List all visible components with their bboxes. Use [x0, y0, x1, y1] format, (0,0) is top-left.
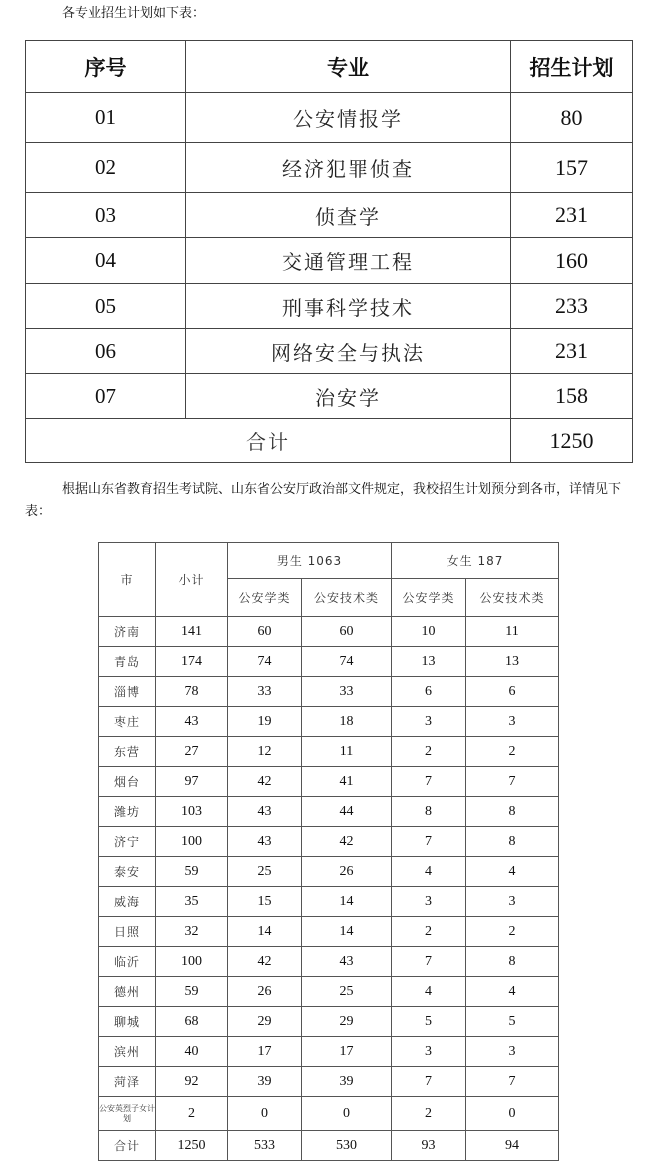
city-name: 滨州 [99, 1037, 156, 1067]
female-police-science: 4 [392, 977, 466, 1007]
male-police-science: 15 [228, 887, 302, 917]
male-police-science: 533 [228, 1131, 302, 1161]
total-label: 合计 [26, 419, 511, 463]
city-name: 青岛 [99, 647, 156, 677]
major-serial: 03 [26, 193, 186, 238]
female-police-science: 6 [392, 677, 466, 707]
female-police-tech: 5 [466, 1007, 559, 1037]
city-row [99, 947, 559, 977]
header-female-police-tech: 公安技术类 [466, 579, 559, 617]
male-police-tech: 18 [302, 707, 392, 737]
city-subtotal: 78 [156, 677, 228, 707]
city-row [99, 1037, 559, 1067]
male-police-science: 14 [228, 917, 302, 947]
city-row [99, 1067, 559, 1097]
city-name: 枣庄 [99, 707, 156, 737]
male-police-science: 12 [228, 737, 302, 767]
male-police-tech: 14 [302, 917, 392, 947]
city-subtotal: 59 [156, 977, 228, 1007]
major-name: 治安学 [186, 374, 511, 419]
city-subtotal: 59 [156, 857, 228, 887]
city-total-row [99, 1131, 559, 1161]
city-subtotal: 32 [156, 917, 228, 947]
male-police-tech: 33 [302, 677, 392, 707]
city-subtotal: 43 [156, 707, 228, 737]
female-police-science: 3 [392, 707, 466, 737]
female-police-science: 4 [392, 857, 466, 887]
male-police-tech: 29 [302, 1007, 392, 1037]
male-police-tech: 14 [302, 887, 392, 917]
male-police-tech: 11 [302, 737, 392, 767]
city-name: 合计 [99, 1131, 156, 1161]
male-police-tech: 44 [302, 797, 392, 827]
female-police-tech: 0 [466, 1097, 559, 1131]
female-police-tech: 8 [466, 827, 559, 857]
city-row [99, 1097, 559, 1131]
major-plan-count: 160 [511, 238, 633, 284]
major-plan-count: 157 [511, 143, 633, 193]
header-serial: 序号 [26, 41, 186, 93]
female-police-science: 8 [392, 797, 466, 827]
city-row [99, 827, 559, 857]
male-police-tech: 17 [302, 1037, 392, 1067]
city-name: 烟台 [99, 767, 156, 797]
major-name: 网络安全与执法 [186, 329, 511, 374]
city-row [99, 767, 559, 797]
major-name: 经济犯罪侦查 [186, 143, 511, 193]
female-police-science: 10 [392, 617, 466, 647]
major-serial: 02 [26, 143, 186, 193]
city-subtotal: 40 [156, 1037, 228, 1067]
major-name: 公安情报学 [186, 93, 511, 143]
male-police-tech: 25 [302, 977, 392, 1007]
city-name: 泰安 [99, 857, 156, 887]
male-police-science: 25 [228, 857, 302, 887]
major-name: 交通管理工程 [186, 238, 511, 284]
male-police-science: 74 [228, 647, 302, 677]
city-name: 淄博 [99, 677, 156, 707]
male-police-science: 42 [228, 767, 302, 797]
female-police-tech: 7 [466, 1067, 559, 1097]
female-police-tech: 4 [466, 857, 559, 887]
female-police-science: 2 [392, 737, 466, 767]
male-police-science: 39 [228, 1067, 302, 1097]
city-name: 临沂 [99, 947, 156, 977]
header-male-police-tech: 公安技术类 [302, 579, 392, 617]
city-row [99, 677, 559, 707]
city-name: 菏泽 [99, 1067, 156, 1097]
city-subtotal: 97 [156, 767, 228, 797]
city-subtotal: 2 [156, 1097, 228, 1131]
female-police-science: 2 [392, 917, 466, 947]
male-police-tech: 0 [302, 1097, 392, 1131]
city-subtotal: 100 [156, 827, 228, 857]
female-police-tech: 8 [466, 947, 559, 977]
major-row [26, 238, 633, 284]
city-row [99, 797, 559, 827]
male-police-tech: 74 [302, 647, 392, 677]
city-subtotal: 141 [156, 617, 228, 647]
male-police-science: 60 [228, 617, 302, 647]
city-row [99, 617, 559, 647]
city-name: 潍坊 [99, 797, 156, 827]
city-row [99, 737, 559, 767]
header-male-police-science: 公安学类 [228, 579, 302, 617]
intro-text-majors: 各专业招生计划如下表： [62, 6, 206, 21]
city-name: 东营 [99, 737, 156, 767]
total-value: 1250 [511, 419, 633, 463]
male-police-science: 43 [228, 827, 302, 857]
city-name: 日照 [99, 917, 156, 947]
major-row [26, 143, 633, 193]
female-police-science: 7 [392, 767, 466, 797]
female-police-tech: 11 [466, 617, 559, 647]
major-plan-header-row [26, 41, 633, 93]
male-police-tech: 530 [302, 1131, 392, 1161]
city-name: 威海 [99, 887, 156, 917]
major-row [26, 193, 633, 238]
header-city: 市 [99, 543, 156, 617]
city-subtotal: 100 [156, 947, 228, 977]
female-police-science: 13 [392, 647, 466, 677]
male-police-tech: 60 [302, 617, 392, 647]
city-subtotal: 174 [156, 647, 228, 677]
major-plan-count: 231 [511, 329, 633, 374]
female-police-science: 5 [392, 1007, 466, 1037]
major-serial: 07 [26, 374, 186, 419]
header-female-police-science: 公安学类 [392, 579, 466, 617]
city-row [99, 707, 559, 737]
female-police-tech: 8 [466, 797, 559, 827]
male-police-tech: 41 [302, 767, 392, 797]
female-police-science: 3 [392, 887, 466, 917]
city-name: 济南 [99, 617, 156, 647]
header-plan: 招生计划 [511, 41, 633, 93]
city-subtotal: 103 [156, 797, 228, 827]
city-subtotal: 92 [156, 1067, 228, 1097]
male-police-science: 19 [228, 707, 302, 737]
city-row [99, 1007, 559, 1037]
city-subtotal: 1250 [156, 1131, 228, 1161]
male-police-science: 33 [228, 677, 302, 707]
male-police-tech: 39 [302, 1067, 392, 1097]
city-header-row-1 [99, 543, 559, 579]
city-row [99, 647, 559, 677]
header-male: 男生 1063 [228, 543, 392, 579]
major-name: 刑事科学技术 [186, 284, 511, 329]
city-subtotal: 27 [156, 737, 228, 767]
male-police-tech: 43 [302, 947, 392, 977]
male-police-science: 42 [228, 947, 302, 977]
city-row [99, 857, 559, 887]
male-police-science: 17 [228, 1037, 302, 1067]
female-police-science: 2 [392, 1097, 466, 1131]
male-police-science: 26 [228, 977, 302, 1007]
city-row [99, 977, 559, 1007]
female-police-tech: 6 [466, 677, 559, 707]
female-police-tech: 94 [466, 1131, 559, 1161]
major-plan-table [25, 40, 633, 463]
female-police-science: 7 [392, 827, 466, 857]
major-serial: 05 [26, 284, 186, 329]
header-female: 女生 187 [392, 543, 559, 579]
city-row [99, 917, 559, 947]
female-police-tech: 7 [466, 767, 559, 797]
city-name: 德州 [99, 977, 156, 1007]
major-serial: 01 [26, 93, 186, 143]
major-name: 侦查学 [186, 193, 511, 238]
major-row [26, 284, 633, 329]
male-police-science: 29 [228, 1007, 302, 1037]
female-police-science: 3 [392, 1037, 466, 1067]
male-police-science: 0 [228, 1097, 302, 1131]
female-police-tech: 3 [466, 1037, 559, 1067]
city-allocation-table [98, 542, 559, 1161]
intro-text-cities: 根据山东省教育招生考试院、山东省公安厅政治部文件规定，我校招生计划预分到各市，详情见下表： [25, 482, 622, 519]
female-police-tech: 3 [466, 887, 559, 917]
major-plan-count: 158 [511, 374, 633, 419]
female-police-science: 93 [392, 1131, 466, 1161]
female-police-tech: 2 [466, 917, 559, 947]
major-serial: 06 [26, 329, 186, 374]
major-row [26, 374, 633, 419]
female-police-tech: 4 [466, 977, 559, 1007]
city-subtotal: 68 [156, 1007, 228, 1037]
city-name: 公安英烈子女计划 [99, 1097, 156, 1131]
female-police-tech: 3 [466, 707, 559, 737]
major-plan-count: 231 [511, 193, 633, 238]
header-major: 专业 [186, 41, 511, 93]
city-name: 济宁 [99, 827, 156, 857]
female-police-tech: 13 [466, 647, 559, 677]
major-row [26, 329, 633, 374]
major-plan-count: 80 [511, 93, 633, 143]
male-police-tech: 26 [302, 857, 392, 887]
city-subtotal: 35 [156, 887, 228, 917]
male-police-science: 43 [228, 797, 302, 827]
male-police-tech: 42 [302, 827, 392, 857]
female-police-science: 7 [392, 947, 466, 977]
major-plan-total-row [26, 419, 633, 463]
major-plan-count: 233 [511, 284, 633, 329]
major-serial: 04 [26, 238, 186, 284]
header-subtotal: 小计 [156, 543, 228, 617]
female-police-tech: 2 [466, 737, 559, 767]
major-row [26, 93, 633, 143]
female-police-science: 7 [392, 1067, 466, 1097]
city-name: 聊城 [99, 1007, 156, 1037]
city-row [99, 887, 559, 917]
